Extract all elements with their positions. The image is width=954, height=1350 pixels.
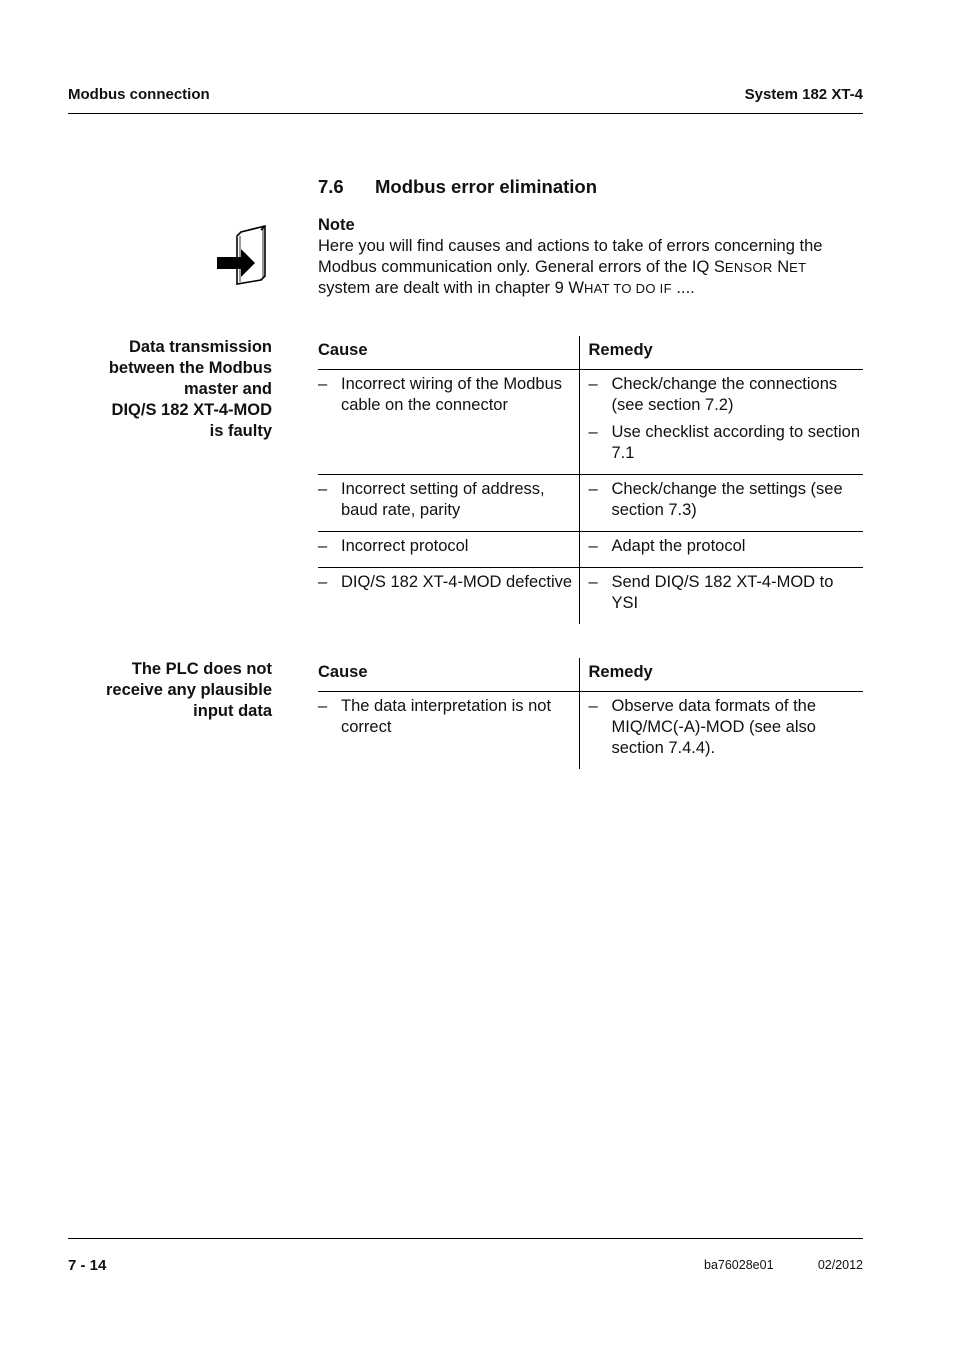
document-id: ba76028e01	[704, 1258, 774, 1272]
header-rule	[68, 113, 863, 114]
table2-side-label: The PLC does not receive any plausible input data	[105, 660, 272, 720]
cause-remedy-table-2	[318, 658, 863, 769]
cause-cell: – Incorrect wiring of the Modbus cable on the connector	[318, 370, 579, 475]
note-block	[318, 215, 863, 299]
section-heading: Modbus error elimination	[375, 176, 598, 197]
remedy-header: Remedy	[579, 658, 863, 692]
table-row	[318, 532, 863, 568]
remedy-cell: – Check/change the connections (see section 7.2) – Use checklist according to section 7.1	[579, 370, 863, 475]
table-row	[318, 475, 863, 532]
cause-cell: – Incorrect protocol	[318, 532, 579, 568]
section-title	[318, 176, 597, 198]
document-date: 02/2012	[817, 1258, 863, 1272]
note-label: Note	[318, 216, 355, 234]
page-number: 7 - 14	[68, 1257, 107, 1274]
remedy-cell: – Check/change the settings (see section 7.3)	[579, 475, 863, 532]
table-row	[318, 370, 863, 475]
cause-header: Cause	[318, 658, 579, 692]
table-row	[318, 568, 863, 625]
book-arrow-icon	[215, 222, 273, 288]
footer-rule	[68, 1238, 863, 1239]
table1-side-label: Data transmission between the Modbus master and DIQ/S 182 XT-4-MOD is faulty	[108, 338, 272, 440]
cause-cell: – Incorrect setting of address, baud rate, parity	[318, 475, 579, 532]
note-text: Here you will find causes and actions to take of errors concerning the Modbus communication only. General errors of the IQ SENSOR NET system are dealt with in chapter 9 WHAT TO DO IF ....	[318, 237, 823, 297]
remedy-header: Remedy	[579, 336, 863, 370]
running-header-right: System 182 XT-4	[744, 86, 863, 103]
table-row	[318, 692, 863, 770]
cause-cell: – DIQ/S 182 XT-4-MOD defective	[318, 573, 573, 591]
cause-remedy-table-1	[318, 336, 863, 624]
remedy-cell: – Send DIQ/S 182 XT-4-MOD to YSI	[579, 568, 863, 625]
remedy-cell: – Observe data formats of the MIQ/MC(-A)-MOD (see also section 7.4.4).	[579, 692, 863, 770]
cause-header: Cause	[318, 336, 579, 370]
running-header-left: Modbus connection	[68, 86, 210, 103]
cause-cell: – The data interpretation is not correct	[318, 697, 552, 736]
remedy-cell: – Adapt the protocol	[579, 532, 863, 568]
section-number: 7.6	[318, 176, 344, 197]
